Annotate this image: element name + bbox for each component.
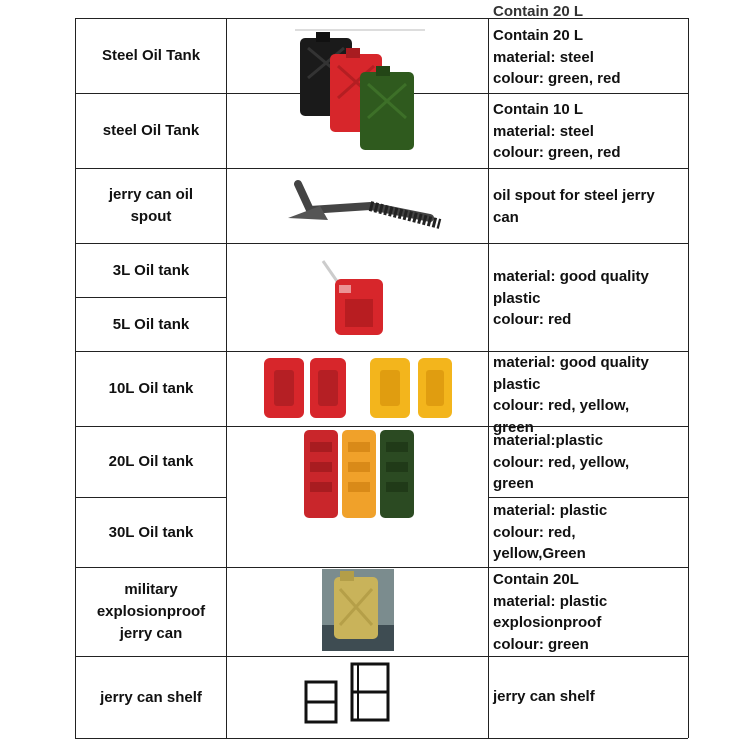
product-name: 30L Oil tank — [108, 523, 194, 541]
product-description: material: plastic colour: red, yellow,Green — [493, 502, 608, 562]
column-divider — [688, 18, 689, 738]
product-description: Contain 20L material: plastic explosionproof colour: green — [493, 571, 608, 653]
product-description: material: good quality plastic colour: red, yellow, green — [493, 354, 649, 436]
column-divider — [226, 18, 227, 738]
oil-spout-image — [280, 176, 450, 236]
10l-tanks-image — [262, 354, 462, 422]
product-description: jerry can shelf — [493, 688, 595, 705]
product-name: jerry can oil spout — [108, 186, 194, 225]
product-name: 20L Oil tank — [108, 453, 194, 470]
green-can-icon — [360, 66, 414, 150]
product-description: oil spout for steel jerry can — [493, 187, 655, 226]
column-divider — [488, 18, 489, 738]
row-divider — [488, 497, 688, 498]
cut-text: Contain 20 L — [493, 3, 584, 20]
jerry-can-shelf-image — [300, 660, 400, 728]
product-name: jerry can shelf — [100, 688, 202, 706]
product-description: material: good quality plastic colour: red — [493, 268, 649, 328]
military-jerry-can-image — [322, 569, 394, 651]
row-divider — [75, 738, 688, 739]
20l-tanks-image — [302, 428, 417, 522]
product-name: steel Oil Tank — [102, 122, 200, 139]
steel-jerry-cans-image — [290, 28, 430, 158]
product-description: Contain 20 L material: steel colour: green, red — [493, 27, 621, 87]
product-name: military explosionproof jerry can — [96, 581, 206, 642]
product-name: Steel Oil Tank — [101, 47, 201, 64]
product-name: 10L Oil tank — [108, 380, 194, 397]
product-name: 3L Oil tank — [112, 261, 190, 279]
product-description: Contain 10 L material: steel colour: green, red — [493, 101, 621, 161]
product-description: material:plastic colour: red, yellow, green — [493, 432, 630, 492]
red-small-tank-image — [315, 255, 390, 340]
product-name: 5L Oil tank — [112, 315, 190, 333]
